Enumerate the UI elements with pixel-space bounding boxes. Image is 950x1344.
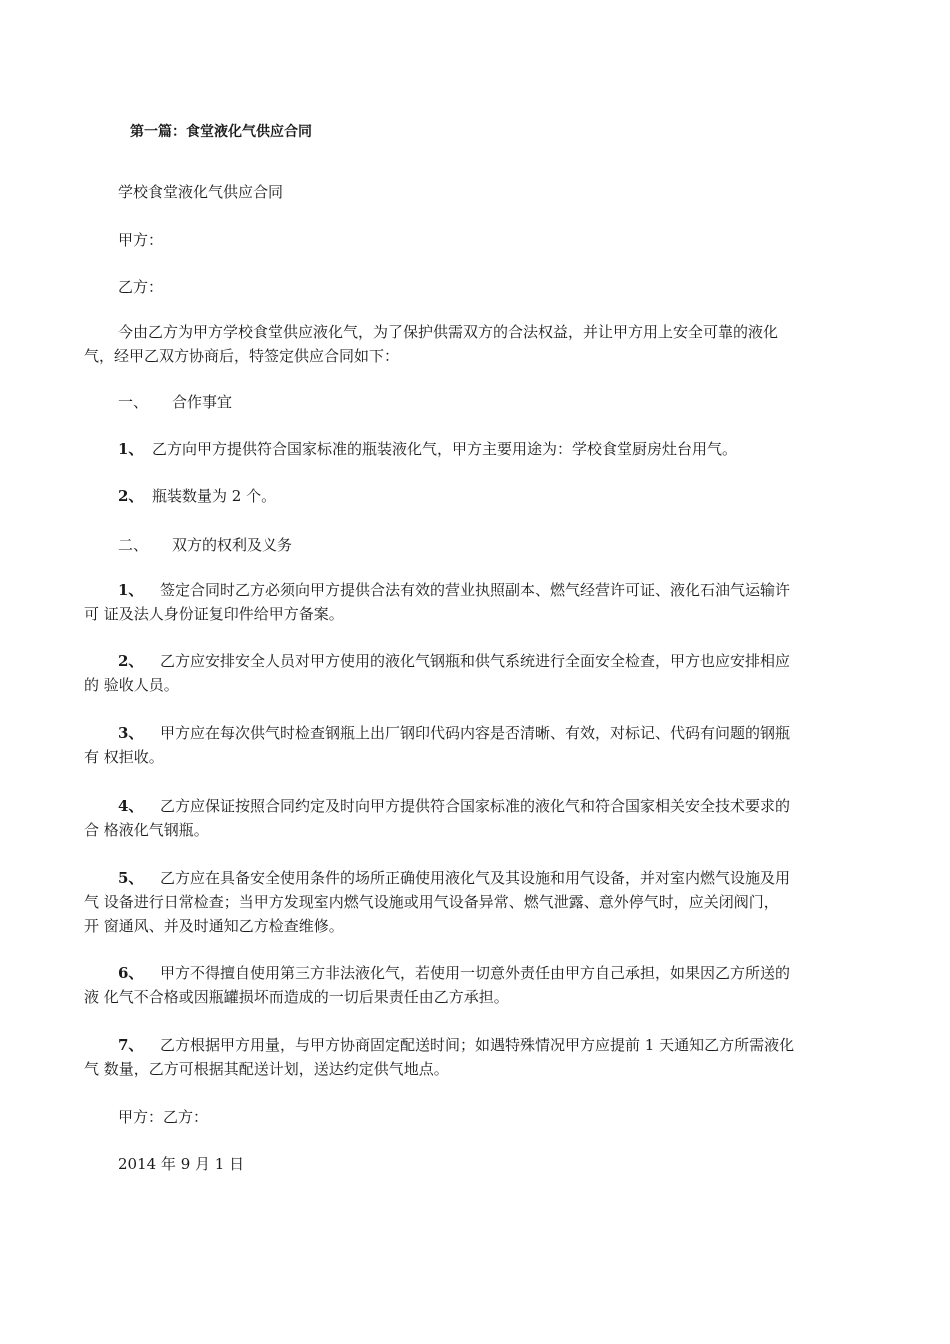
section-1-item-2: [84, 484, 884, 508]
item-number: 1、: [118, 440, 144, 458]
section-2-item-6: 6、 甲方不得擅自使用第三方非法液化气，若使用一切意外责任由甲方自己承担，如果因乙方所送的 液 化气不合格或因瓶罐损坏而造成的一切后果责任由乙方承担。: [84, 961, 884, 1009]
contract-date: 2014 年 9 月 1 日: [118, 1155, 245, 1173]
item-number: 7、: [118, 1036, 144, 1054]
item-number: 3、: [118, 724, 144, 742]
section-2-item-2: 2、 乙方应安排安全人员对甲方使用的液化气钢瓶和供气系统进行全面安全检查，甲方也应安排相应 的 验收人员。: [84, 649, 884, 697]
section-2-item-7: 7、 乙方根据甲方用量，与甲方协商固定配送时间；如遇特殊情况甲方应提前 1 天通知乙方所需液化 气 数量，乙方可根据其配送计划，送达约定供气地点。: [84, 1033, 884, 1081]
item-number: 5、: [118, 869, 144, 887]
item-number: 2、: [118, 652, 144, 670]
section-2-item-3: 3、 甲方应在每次供气时检查钢瓶上出厂钢印代码内容是否清晰、有效，对标记、代码有问题的钢瓶 有 权拒收。: [84, 721, 884, 769]
item-number: 1、: [118, 581, 144, 599]
section-1-label: 一、: [118, 393, 149, 411]
document-heading: 第一篇：食堂液化气供应合同: [130, 124, 312, 140]
section-2-title: 双方的权利及义务: [172, 536, 293, 554]
item-number: 6、: [118, 964, 144, 982]
item-number: 2、: [118, 487, 144, 505]
section-1-title: 合作事宜: [172, 393, 233, 411]
section-2-heading: [84, 533, 884, 557]
contract-title: 学校食堂液化气供应合同: [118, 183, 284, 201]
signature-line: 甲方：乙方：: [118, 1108, 209, 1126]
item-text: 乙方向甲方提供符合国家标准的瓶装液化气，甲方主要用途为：学校食堂厨房灶台用气。: [152, 440, 738, 458]
section-2-label: 二、: [118, 536, 149, 554]
party-b-label: 乙方：: [118, 278, 164, 296]
section-2-item-1: 1、 签定合同时乙方必须向甲方提供合法有效的营业执照副本、燃气经营许可证、液化石油气运输许 可 证及法人身份证复印件给甲方备案。: [84, 578, 884, 626]
intro-paragraph: 今由乙方为甲方学校食堂供应液化气，为了保护供需双方的合法权益，并让甲方用上安全可靠的液化 气，经甲乙双方协商后，特签定供应合同如下：: [84, 323, 779, 365]
item-text: 瓶装数量为 2 个。: [152, 487, 277, 505]
section-2-item-5: 5、 乙方应在具备安全使用条件的场所正确使用液化气及其设施和用气设备，并对室内燃气设施及用 气 设备进行日常检查；当甲方发现室内燃气设施或用气设备异常、燃气泄露、意外停气时，应关闭阀门， 开 窗通风、并及时通知乙方检查维修。: [84, 866, 884, 938]
item-number: 4、: [118, 797, 144, 815]
section-1-heading: [84, 390, 884, 414]
section-1-item-1: [84, 437, 884, 461]
section-2-item-4: 4、 乙方应保证按照合同约定及时向甲方提供符合国家标准的液化气和符合国家相关安全技术要求的 合 格液化气钢瓶。: [84, 794, 884, 842]
party-a-label: 甲方：: [118, 231, 164, 249]
